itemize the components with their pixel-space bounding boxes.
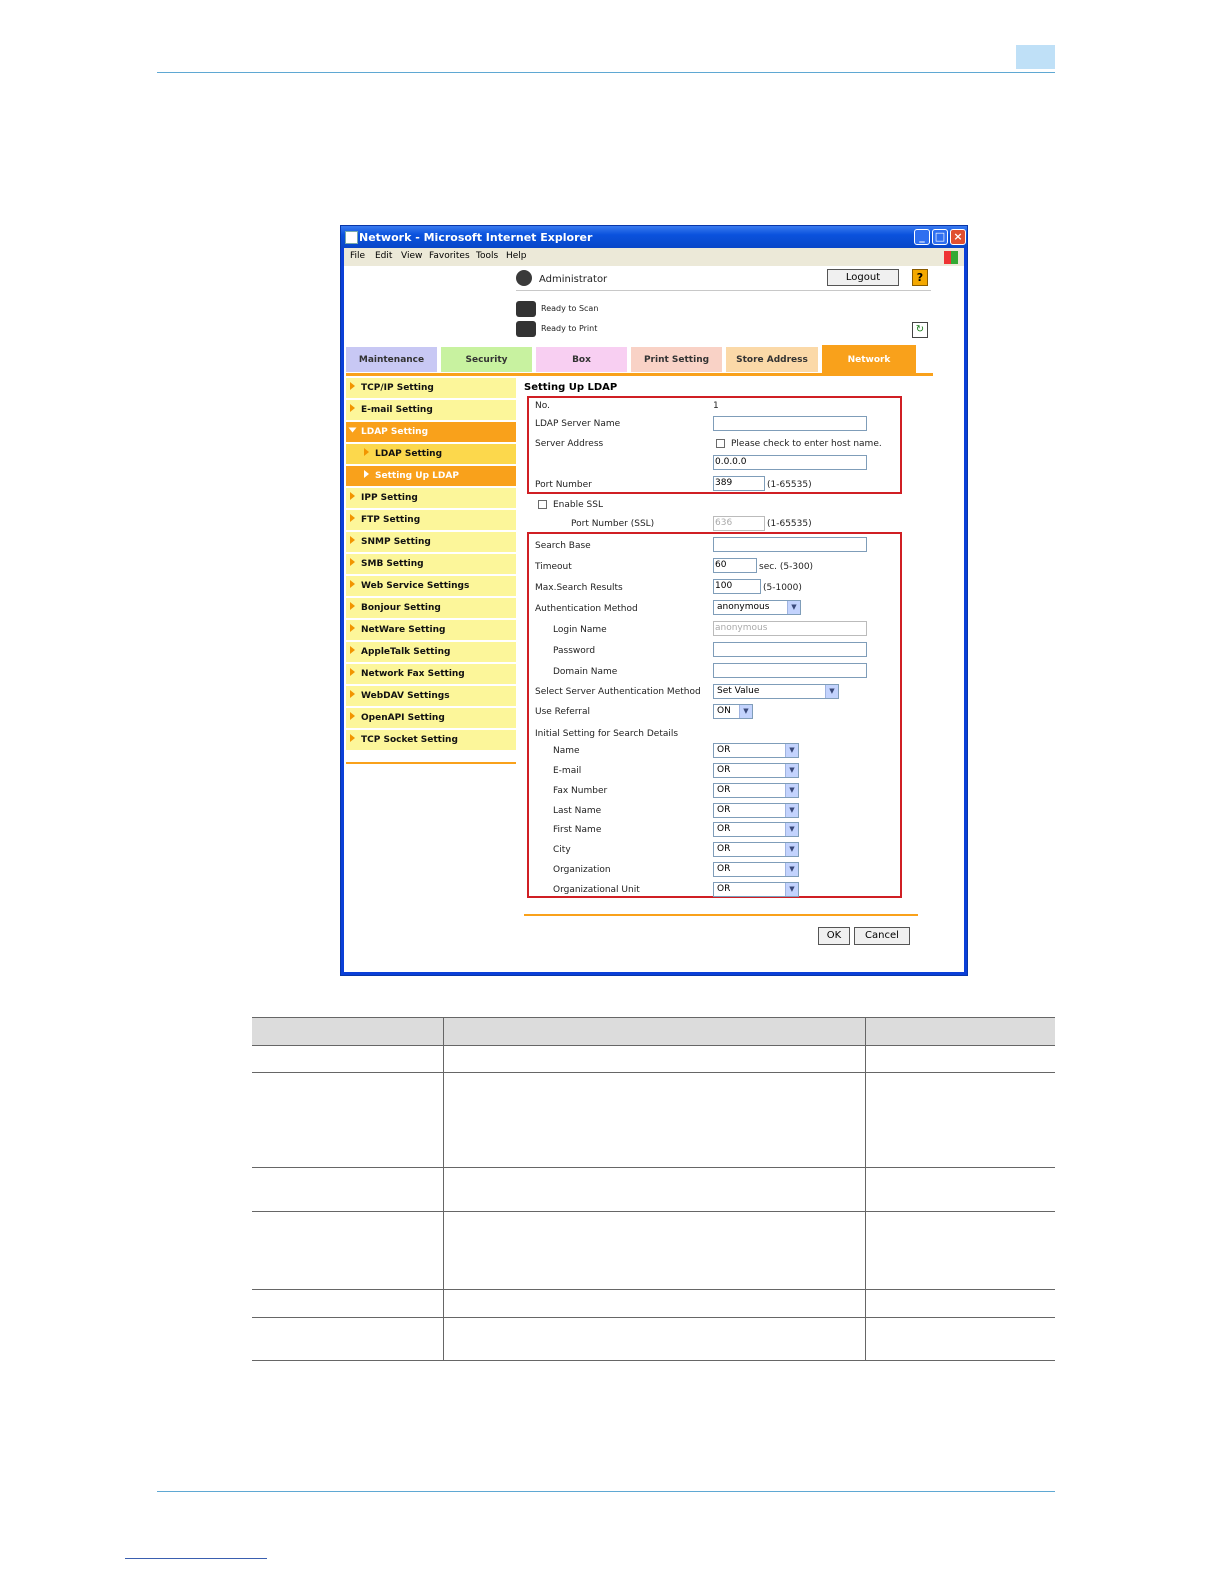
initial-setting-label: Initial Setting for Search Details xyxy=(535,729,679,739)
arrow-icon xyxy=(350,382,355,390)
table-row xyxy=(252,1168,1055,1212)
sidebar-item-tcpip[interactable] xyxy=(346,378,516,399)
arrow-icon xyxy=(350,624,355,632)
detail-value: OR xyxy=(717,864,731,874)
browser-window xyxy=(340,225,968,976)
server-name-input[interactable] xyxy=(713,416,867,431)
table-cell xyxy=(252,1212,443,1290)
detail-org-unit-label: Organizational Unit xyxy=(553,885,640,895)
login-name-label: Login Name xyxy=(553,625,607,635)
arrow-icon xyxy=(350,580,355,588)
form-bottom-rule xyxy=(524,914,918,916)
domain-name-input[interactable] xyxy=(713,663,867,678)
scanner-icon xyxy=(516,301,536,317)
sidebar-item-label: LDAP Setting xyxy=(361,427,429,437)
sidebar-item-label: FTP Setting xyxy=(361,515,421,525)
chevron-down-icon: ▼ xyxy=(825,685,838,698)
chevron-down-icon: ▼ xyxy=(785,804,798,817)
referral-label: Use Referral xyxy=(535,707,591,717)
tab-maintenance[interactable]: Maintenance xyxy=(346,347,437,372)
detail-name-select[interactable] xyxy=(713,743,799,758)
detail-value: OR xyxy=(717,884,731,894)
chevron-down-icon: ▼ xyxy=(787,601,800,614)
header-rule xyxy=(157,72,1055,73)
printer-icon xyxy=(516,321,536,337)
referral-value: ON xyxy=(717,706,731,716)
sidebar-item-label: Network Fax Setting xyxy=(361,669,465,679)
arrow-icon xyxy=(364,470,369,478)
chevron-down-icon: ▼ xyxy=(785,784,798,797)
tab-underline xyxy=(346,373,933,376)
ok-button[interactable]: OK xyxy=(818,927,850,945)
sidebar-item-label: E-mail Setting xyxy=(361,405,433,415)
max-results-range: (5-1000) xyxy=(763,583,802,593)
sidebar-item-label: OpenAPI Setting xyxy=(361,713,445,723)
tab-print-setting[interactable]: Print Setting xyxy=(631,347,722,372)
menu-view[interactable]: View xyxy=(401,251,423,261)
table-cell xyxy=(865,1318,1055,1361)
arrow-icon xyxy=(350,514,355,522)
cancel-button[interactable]: Cancel xyxy=(854,927,910,945)
footer-rule xyxy=(157,1491,1055,1492)
detail-org-unit-select[interactable] xyxy=(713,882,799,897)
auth-method-label: Authentication Method xyxy=(535,604,638,614)
server-address-label: Server Address xyxy=(535,439,604,449)
host-name-checkbox[interactable] xyxy=(716,439,725,448)
table-header-cell xyxy=(443,1018,865,1046)
footer-underline xyxy=(125,1558,267,1559)
login-name-input[interactable]: anonymous xyxy=(713,621,867,636)
detail-value: OR xyxy=(717,844,731,854)
print-status: Ready to Print xyxy=(541,324,598,333)
chevron-down-icon: ▼ xyxy=(785,764,798,777)
max-results-input[interactable]: 100 xyxy=(713,579,761,594)
sidebar-item-netware[interactable] xyxy=(346,620,516,641)
table-cell xyxy=(865,1212,1055,1290)
table-cell xyxy=(865,1046,1055,1073)
table-row xyxy=(252,1318,1055,1361)
table-cell xyxy=(443,1168,865,1212)
chevron-down-icon: ▼ xyxy=(785,883,798,896)
search-base-label: Search Base xyxy=(535,541,591,551)
table-cell xyxy=(252,1168,443,1212)
sidebar-item-label: WebDAV Settings xyxy=(361,691,450,701)
title-bar xyxy=(341,226,967,248)
sidebar-item-ipp[interactable] xyxy=(346,488,516,509)
server-auth-value: Set Value xyxy=(717,686,760,696)
auth-method-value: anonymous xyxy=(717,602,770,612)
table-cell xyxy=(443,1212,865,1290)
settings-table xyxy=(252,1017,1055,1361)
sidebar-item-openapi[interactable] xyxy=(346,708,516,729)
password-label: Password xyxy=(553,646,596,656)
table-row xyxy=(252,1212,1055,1290)
menu-tools[interactable]: Tools xyxy=(476,251,499,261)
menu-bar xyxy=(344,248,964,266)
menu-file[interactable]: File xyxy=(350,251,366,261)
table-cell xyxy=(252,1046,443,1073)
table-row xyxy=(252,1046,1055,1073)
table-header-cell xyxy=(252,1018,443,1046)
arrow-icon xyxy=(350,558,355,566)
sidebar-item-webdav[interactable] xyxy=(346,686,516,707)
table-cell xyxy=(252,1290,443,1318)
ssl-port-input[interactable]: 636 xyxy=(713,516,765,531)
refresh-icon[interactable]: ↻ xyxy=(912,322,928,338)
table-cell xyxy=(865,1168,1055,1212)
sidebar-item-label: TCP Socket Setting xyxy=(361,735,458,745)
server-auth-select[interactable] xyxy=(713,684,839,699)
sidebar-item-label: NetWare Setting xyxy=(361,625,446,635)
search-base-input[interactable] xyxy=(713,537,867,552)
menu-favorites[interactable]: Favorites xyxy=(429,251,470,261)
detail-city-label: City xyxy=(553,845,571,855)
referral-select[interactable] xyxy=(713,704,753,719)
detail-value: OR xyxy=(717,745,731,755)
password-input[interactable] xyxy=(713,642,867,657)
menu-edit[interactable]: Edit xyxy=(375,251,393,261)
port-input[interactable]: 389 xyxy=(713,476,765,491)
sidebar-item-label: LDAP Setting xyxy=(375,449,443,459)
domain-name-label: Domain Name xyxy=(553,667,618,677)
server-name-label: LDAP Server Name xyxy=(535,419,621,429)
admin-label: Administrator xyxy=(539,274,608,285)
arrow-icon xyxy=(350,602,355,610)
sidebar-item-label: SMB Setting xyxy=(361,559,424,569)
chevron-down-icon: ▼ xyxy=(785,843,798,856)
detail-email-select[interactable] xyxy=(713,763,799,778)
header-divider xyxy=(516,290,931,291)
detail-last-name-select[interactable] xyxy=(713,803,799,818)
windows-logo-icon xyxy=(944,251,958,264)
sidebar-item-label: AppleTalk Setting xyxy=(361,647,451,657)
page-client-area xyxy=(344,266,964,972)
table-cell xyxy=(252,1073,443,1168)
detail-value: OR xyxy=(717,765,731,775)
sidebar-item-ldap-setting[interactable] xyxy=(346,444,516,465)
ssl-checkbox[interactable] xyxy=(538,500,547,509)
detail-fax-select[interactable] xyxy=(713,783,799,798)
arrow-icon xyxy=(350,690,355,698)
chevron-down-icon: ▼ xyxy=(785,863,798,876)
ssl-label: Enable SSL xyxy=(553,500,603,510)
sidebar-item-label: Web Service Settings xyxy=(361,581,470,591)
sidebar-item-tcp-socket[interactable] xyxy=(346,730,516,751)
chapter-marker xyxy=(1016,45,1055,69)
ie-icon xyxy=(345,231,358,244)
arrow-icon xyxy=(350,712,355,720)
minimize-button[interactable]: _ xyxy=(914,229,930,245)
chevron-down-icon: ▼ xyxy=(739,705,752,718)
detail-value: OR xyxy=(717,805,731,815)
table-cell xyxy=(865,1073,1055,1168)
timeout-input[interactable]: 60 xyxy=(713,558,757,573)
arrow-icon xyxy=(350,536,355,544)
maximize-button[interactable]: □ xyxy=(932,229,948,245)
table-cell xyxy=(443,1046,865,1073)
auth-method-select[interactable] xyxy=(713,600,801,615)
chevron-down-icon: ▼ xyxy=(785,823,798,836)
sidebar-item-label: SNMP Setting xyxy=(361,537,431,547)
ssl-port-label: Port Number (SSL) xyxy=(571,519,655,529)
sidebar-item-bonjour[interactable] xyxy=(346,598,516,619)
table-cell xyxy=(443,1318,865,1361)
timeout-unit: sec. (5-300) xyxy=(759,562,814,572)
detail-organization-select[interactable] xyxy=(713,862,799,877)
detail-email-label: E-mail xyxy=(553,766,582,776)
table-cell xyxy=(252,1318,443,1361)
tab-security[interactable]: Security xyxy=(441,347,532,372)
detail-name-label: Name xyxy=(553,746,580,756)
tab-box[interactable]: Box xyxy=(536,347,627,372)
table-cell xyxy=(865,1290,1055,1318)
port-label: Port Number xyxy=(535,480,592,490)
max-results-label: Max.Search Results xyxy=(535,583,623,593)
table-row xyxy=(252,1073,1055,1168)
sidebar-item-email[interactable] xyxy=(346,400,516,421)
logout-button[interactable]: Logout xyxy=(827,269,899,286)
arrow-icon xyxy=(350,668,355,676)
server-auth-label: Select Server Authentication Method xyxy=(535,687,701,697)
sidebar-item-network-fax[interactable] xyxy=(346,664,516,685)
sidebar-item-label: Setting Up LDAP xyxy=(375,471,459,481)
detail-first-name-select[interactable] xyxy=(713,822,799,837)
sidebar-item-web-service[interactable] xyxy=(346,576,516,597)
admin-user-icon xyxy=(516,270,532,286)
detail-organization-label: Organization xyxy=(553,865,611,875)
table-cell xyxy=(443,1290,865,1318)
no-value: 1 xyxy=(713,401,719,411)
sidebar-item-ldap[interactable] xyxy=(346,422,516,443)
arrow-icon xyxy=(350,492,355,500)
no-label: No. xyxy=(535,401,550,411)
window-title: Network - Microsoft Internet Explorer xyxy=(359,231,593,244)
scan-status: Ready to Scan xyxy=(541,304,599,313)
sidebar-item-label: Bonjour Setting xyxy=(361,603,441,613)
detail-value: OR xyxy=(717,824,731,834)
tab-network[interactable]: Network xyxy=(822,345,916,373)
sidebar-item-label: IPP Setting xyxy=(361,493,418,503)
detail-fax-label: Fax Number xyxy=(553,786,608,796)
sidebar-item-setting-up-ldap[interactable] xyxy=(346,466,516,487)
table-cell xyxy=(443,1073,865,1168)
timeout-label: Timeout xyxy=(535,562,572,572)
arrow-icon xyxy=(364,448,369,456)
menu-help[interactable]: Help xyxy=(506,251,527,261)
arrow-icon xyxy=(350,734,355,742)
detail-first-name-label: First Name xyxy=(553,825,602,835)
sidebar-item-appletalk[interactable] xyxy=(346,642,516,663)
help-icon[interactable]: ? xyxy=(912,269,928,286)
server-address-input[interactable]: 0.0.0.0 xyxy=(713,455,867,470)
page-title: Setting Up LDAP xyxy=(524,382,618,393)
detail-last-name-label: Last Name xyxy=(553,806,602,816)
arrow-icon xyxy=(350,646,355,654)
host-name-check-label: Please check to enter host name. xyxy=(731,439,882,449)
sidebar-item-label: TCP/IP Setting xyxy=(361,383,434,393)
sidebar-item-smb[interactable] xyxy=(346,554,516,575)
chevron-down-icon: ▼ xyxy=(785,744,798,757)
table-header-cell xyxy=(865,1018,1055,1046)
ssl-port-range: (1-65535) xyxy=(767,519,812,529)
detail-city-select[interactable] xyxy=(713,842,799,857)
sidebar-item-snmp[interactable] xyxy=(346,532,516,553)
detail-value: OR xyxy=(717,785,731,795)
arrow-down-icon xyxy=(349,428,357,433)
table-row xyxy=(252,1290,1055,1318)
sidebar-item-ftp[interactable] xyxy=(346,510,516,531)
table-header-row xyxy=(252,1018,1055,1046)
sidebar-bottom-rule xyxy=(346,762,516,764)
port-range: (1-65535) xyxy=(767,480,812,490)
close-button[interactable]: × xyxy=(950,229,966,245)
arrow-icon xyxy=(350,404,355,412)
tab-store-address[interactable]: Store Address xyxy=(726,347,818,372)
